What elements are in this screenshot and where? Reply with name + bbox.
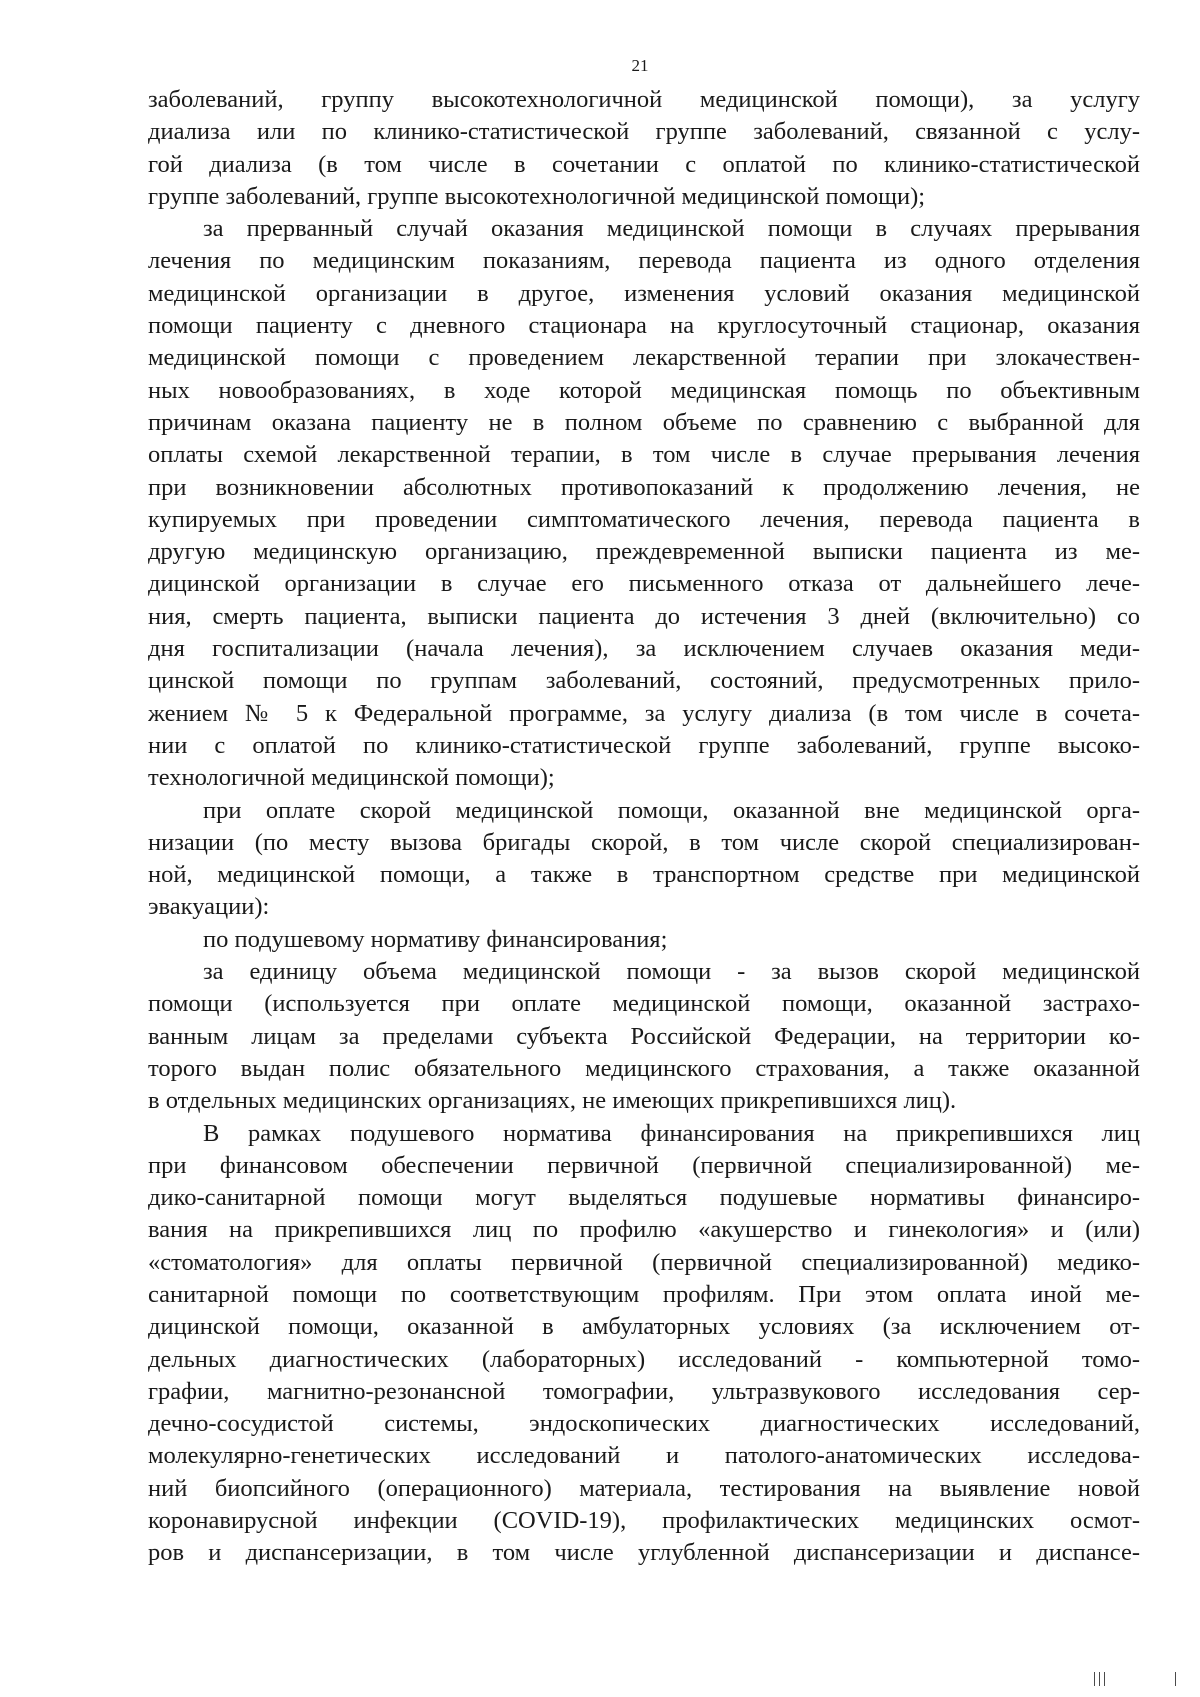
paragraph [148,84,1140,213]
scan-mark [1175,1672,1176,1686]
text-line: лечения по медицинским показаниям, перевода пациента из одного отделения [148,247,1140,275]
text-line: помощи пациенту с дневного стационара на круглосуточный стационар, оказания [148,312,1140,340]
paragraph [148,924,1140,956]
text-line: ванным лицам за пределами субъекта Российской Федерации, на территории ко- [148,1022,1140,1050]
text-line: дня госпитализации (начала лечения), за исключением случаев оказания меди- [148,635,1140,663]
text-line: ров и диспансеризации, в том числе углубленной диспансеризации и диспансе- [148,1539,1140,1567]
text-line: низации (по месту вызова бригады скорой, в том числе скорой специализирован- [148,828,1140,856]
paragraph [148,956,1140,1117]
text-line: при возникновении абсолютных противопоказаний к продолжению лечения, не [148,473,1140,501]
text-line: группе заболеваний, группе высокотехнологичной медицинской помощи); [148,182,926,210]
text-line: эвакуации): [148,893,270,921]
text-line: ния, смерть пациента, выписки пациента до истечения 3 дней (включительно) со [148,602,1140,630]
text-line: заболеваний, группу высокотехнологичной медицинской помощи), за услугу [148,86,1140,113]
scan-mark [1099,1672,1100,1686]
text-line: дельных диагностических (лабораторных) исследований - компьютерной томо- [148,1345,1140,1373]
document-body [148,84,1140,1570]
text-line: коронавирусной инфекции (COVID-19), профилактических медицинских осмот- [148,1507,1140,1535]
text-line: ных новообразованиях, в ходе которой медицинская помощь по объективным [148,376,1140,404]
text-line: «стоматология» для оплаты первичной (первичной специализированной) медико- [148,1248,1140,1276]
text-line: за единицу объема медицинской помощи - за вызов скорой медицинской [203,958,1140,986]
text-line: жением № 5 к Федеральной программе, за услугу диализа (в том числе в сочета- [148,699,1140,727]
paragraph [148,213,1140,794]
text-line: молекулярно-генетических исследований и патолого-анатомических исследова- [148,1442,1140,1470]
text-line: дицинской организации в случае его письменного отказа от дальнейшего лече- [148,570,1140,598]
scan-mark [1104,1672,1105,1686]
text-line: диализа или по клинико-статистической группе заболеваний, связанной с услу- [148,118,1140,146]
text-line: по подушевому нормативу финансирования; [203,925,668,953]
text-line: технологичной медицинской помощи); [148,764,555,792]
text-line: вания на прикрепившихся лиц по профилю «акушерство и гинекология» и (или) [148,1216,1140,1244]
page-number: 21 [631,56,649,75]
text-line: цинской помощи по группам заболеваний, состояний, предусмотренных прило- [148,667,1140,695]
text-line: гой диализа (в том числе в сочетании с оплатой по клинико-статистической [148,150,1140,178]
text-line: В рамках подушевого норматива финансирования на прикрепившихся лиц [203,1119,1140,1147]
text-line: за прерванный случай оказания медицинской помощи в случаях прерывания [203,215,1140,243]
text-line: другую медицинскую организацию, преждевременной выписки пациента из ме- [148,538,1140,566]
text-line: в отдельных медицинских организациях, не имеющих прикрепившихся лиц). [148,1087,957,1115]
text-line: ний биопсийного (операционного) материала, тестирования на выявление новой [148,1474,1140,1502]
text-line: нии с оплатой по клинико-статистической группе заболеваний, группе высоко- [148,731,1140,759]
text-line: при оплате скорой медицинской помощи, оказанной вне медицинской орга- [203,796,1140,824]
text-line: графии, магнитно-резонансной томографии, ультразвукового исследования сер- [148,1377,1140,1405]
text-line: торого выдан полис обязательного медицинского страхования, а также оказанной [148,1054,1140,1082]
text-line: помощи (используется при оплате медицинской помощи, оказанной застрахо- [148,990,1140,1018]
text-line: причинам оказана пациенту не в полном объеме по сравнению с выбранной для [148,408,1140,436]
text-line: санитарной помощи по соответствующим профилям. При этом оплата иной ме- [148,1280,1140,1308]
paragraph [148,795,1140,924]
text-line: медицинской организации в другое, изменения условий оказания медицинской [148,279,1140,307]
text-line: ной, медицинской помощи, а также в транспортном средстве при медицинской [148,861,1140,889]
paragraph [148,1118,1140,1570]
text-line: дечно-сосудистой системы, эндоскопических диагностических исследований, [148,1410,1140,1438]
text-line: дицинской помощи, оказанной в амбулаторных условиях (за исключением от- [148,1313,1140,1341]
text-line: оплаты схемой лекарственной терапии, в том числе в случае прерывания лечения [148,441,1140,469]
text-line: медицинской помощи с проведением лекарственной терапии при злокачествен- [148,344,1140,372]
text-line: при финансовом обеспечении первичной (первичной специализированной) ме- [148,1151,1140,1179]
text-line: купируемых при проведении симптоматического лечения, перевода пациента в [148,505,1140,533]
scan-mark [1094,1672,1095,1686]
text-line: дико-санитарной помощи могут выделяться подушевые нормативы финансиро- [148,1184,1140,1212]
